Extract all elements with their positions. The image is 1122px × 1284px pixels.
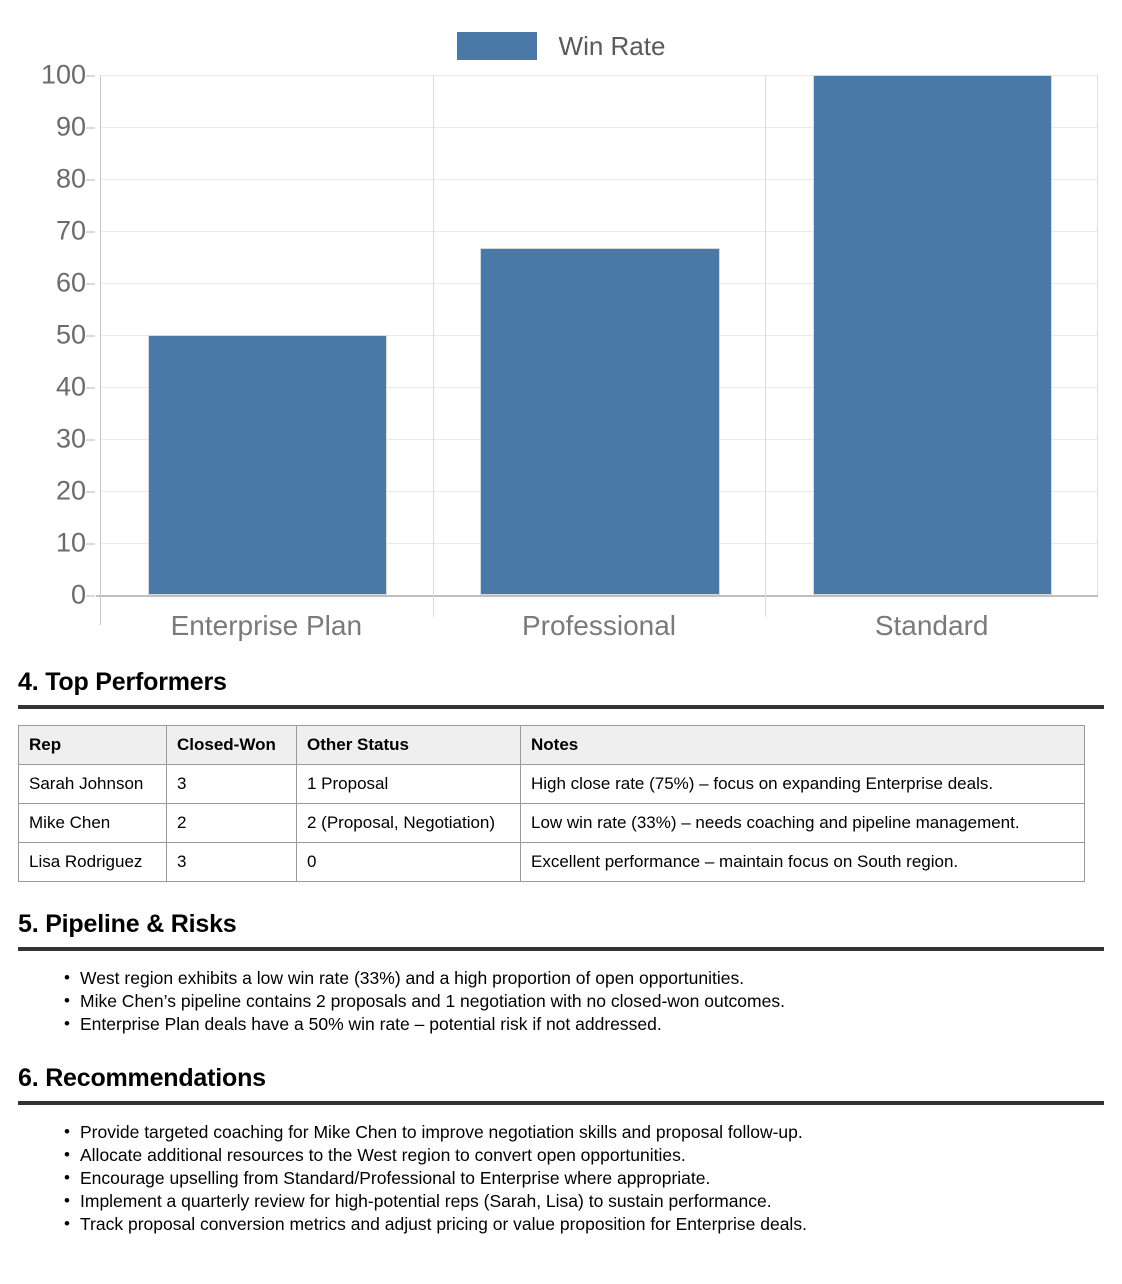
y-axis-tick-label: 90 (0, 112, 86, 143)
cell-closed-won: 3 (167, 843, 297, 882)
cell-closed-won: 3 (167, 765, 297, 804)
chart-x-axis-line (96, 595, 1098, 597)
section-pipeline-risks (18, 910, 1104, 1036)
list-item: • Track proposal conversion metrics and adjust pricing or value proposition for Enterprise deals. (64, 1213, 1104, 1236)
cell-rep: Sarah Johnson (19, 765, 167, 804)
y-axis-tick-label: 60 (0, 268, 86, 299)
y-axis-tick-mark (86, 179, 95, 180)
y-axis-tick-label: 70 (0, 216, 86, 247)
column-header-notes: Notes (521, 726, 1085, 765)
section-heading-top-performers: 4. Top Performers (18, 668, 227, 696)
bar-professional (480, 248, 720, 595)
x-axis-tick-label: Professional (521, 610, 677, 641)
cell-rep: Lisa Rodriguez (19, 843, 167, 882)
y-axis-tick-label: 30 (0, 424, 86, 455)
cell-notes: High close rate (75%) – focus on expanding Enterprise deals. (521, 765, 1085, 804)
legend-swatch-win-rate (457, 32, 537, 60)
y-axis-tick-mark (86, 75, 95, 76)
recommendations-list (18, 1121, 1104, 1236)
top-performers-table (18, 725, 1085, 882)
list-item: • Provide targeted coaching for Mike Chen to improve negotiation skills and proposal follow-up. (64, 1121, 1104, 1144)
y-axis-tick-mark (86, 335, 95, 336)
y-axis-tick-label: 40 (0, 372, 86, 403)
y-axis-tick-mark (86, 387, 95, 388)
y-axis-tick-label: 10 (0, 528, 86, 559)
list-item: • West region exhibits a low win rate (33%) and a high proportion of open opportunities. (64, 967, 1104, 990)
cell-other-status: 1 Proposal (297, 765, 521, 804)
section-top-performers (18, 668, 1104, 882)
table-row (19, 843, 1085, 882)
column-header-rep: Rep (19, 726, 167, 765)
cell-notes: Excellent performance – maintain focus on South region. (521, 843, 1085, 882)
column-header-closed-won: Closed-Won (167, 726, 297, 765)
y-axis-tick-mark (86, 439, 95, 440)
y-axis-tick-mark (86, 543, 95, 544)
y-axis-tick-mark (86, 491, 95, 492)
plot-area (100, 75, 1098, 595)
y-axis-tick-mark (86, 283, 95, 284)
legend-label-win-rate: Win Rate (558, 30, 666, 61)
list-item: • Encourage upselling from Standard/Professional to Enterprise where appropriate. (64, 1167, 1104, 1190)
y-axis-tick-mark (86, 231, 95, 232)
section-recommendations (18, 1064, 1104, 1236)
table-row (19, 804, 1085, 843)
y-axis-tick-mark (86, 127, 95, 128)
table-row (19, 765, 1085, 804)
section-heading-pipeline-risks: 5. Pipeline & Risks (18, 910, 237, 938)
x-axis-origin-tick (100, 75, 101, 625)
bar-enterprise-plan (148, 335, 388, 595)
section-rule (18, 705, 1104, 709)
section-rule (18, 1101, 1104, 1105)
list-item: • Enterprise Plan deals have a 50% win rate – potential risk if not addressed. (64, 1013, 1104, 1036)
section-heading-recommendations: 6. Recommendations (18, 1064, 266, 1092)
cell-rep: Mike Chen (19, 804, 167, 843)
y-axis-tick-mark (86, 595, 95, 596)
column-header-other-status: Other Status (297, 726, 521, 765)
x-axis-tick-mark (433, 75, 434, 617)
y-axis-tick-label: 20 (0, 476, 86, 507)
cell-notes: Low win rate (33%) – needs coaching and pipeline management. (521, 804, 1085, 843)
list-item: • Allocate additional resources to the West region to convert open opportunities. (64, 1144, 1104, 1167)
y-axis-tick-label: 100 (0, 60, 86, 91)
cell-closed-won: 2 (167, 804, 297, 843)
bar-standard (813, 75, 1053, 595)
pipeline-risks-list (18, 967, 1104, 1036)
y-axis-tick-label: 50 (0, 320, 86, 351)
list-item: • Implement a quarterly review for high-potential reps (Sarah, Lisa) to sustain performance. (64, 1190, 1104, 1213)
section-rule (18, 947, 1104, 951)
x-axis-tick-label: Standard (874, 610, 989, 641)
y-axis-tick-label: 80 (0, 164, 86, 195)
table-header-row (19, 726, 1085, 765)
cell-other-status: 0 (297, 843, 521, 882)
y-axis-tick-label: 0 (0, 580, 86, 611)
x-axis-tick-label: Enterprise Plan (170, 610, 363, 641)
chart-legend (0, 24, 1122, 68)
cell-other-status: 2 (Proposal, Negotiation) (297, 804, 521, 843)
x-axis-tick-mark (765, 75, 766, 617)
list-item: • Mike Chen’s pipeline contains 2 proposals and 1 negotiation with no closed-won outcomes. (64, 990, 1104, 1013)
